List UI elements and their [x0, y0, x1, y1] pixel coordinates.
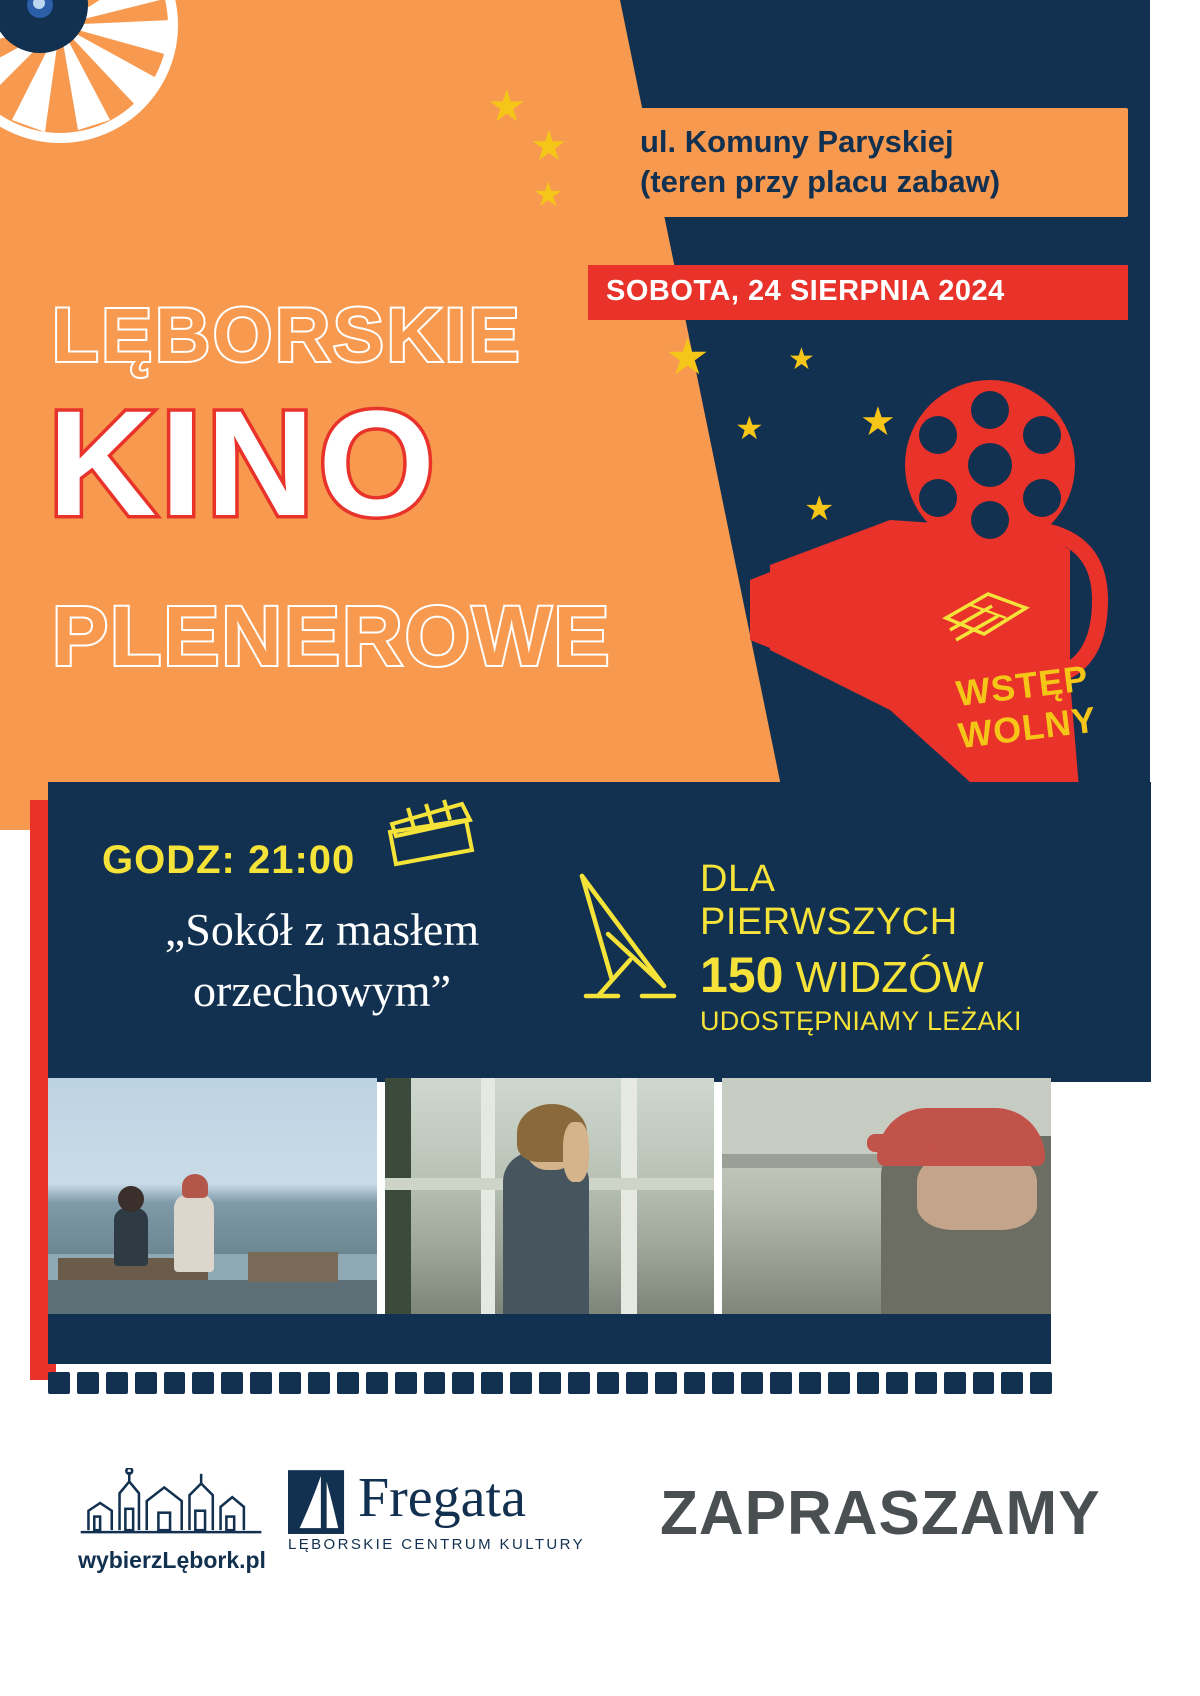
- lebork-logo: [72, 1468, 272, 1574]
- perforation-hole: [481, 1372, 503, 1394]
- fregata-logo: [288, 1467, 608, 1553]
- perforation-hole: [741, 1372, 763, 1394]
- star-icon: ★: [487, 82, 527, 131]
- perforation-hole: [655, 1372, 677, 1394]
- perforation-hole: [452, 1372, 474, 1394]
- star-icon: ★: [530, 122, 568, 169]
- clapperboard-icon: [378, 798, 478, 888]
- deckchair-icon: [568, 868, 678, 1008]
- film-stills-strip: [48, 1078, 1051, 1318]
- perforation-hole: [712, 1372, 734, 1394]
- perforation-hole: [395, 1372, 417, 1394]
- poster-title-line-2: KINO: [48, 379, 439, 547]
- perforation-hole: [77, 1372, 99, 1394]
- poster-top-section: [0, 0, 1150, 830]
- film-title: „Sokół z masłem orzechowym”: [164, 904, 480, 1016]
- perforation-hole: [1001, 1372, 1023, 1394]
- perforation-hole: [857, 1372, 879, 1394]
- star-icon: ★: [788, 343, 815, 376]
- star-icon: ★: [735, 410, 764, 446]
- promo-line-2: [700, 946, 1030, 1004]
- film-still: [48, 1078, 377, 1318]
- perforation-hole: [626, 1372, 648, 1394]
- perforation-hole: [135, 1372, 157, 1394]
- ticket-icon: [940, 590, 1032, 650]
- perforation-hole: [510, 1372, 532, 1394]
- promo-count: 150: [700, 947, 784, 1003]
- perforation-hole: [48, 1372, 70, 1394]
- perforation-hole: [308, 1372, 330, 1394]
- sun-icon: [0, 0, 230, 210]
- perforation-hole: [106, 1372, 128, 1394]
- perforation-hole: [770, 1372, 792, 1394]
- town-skyline-icon: [72, 1468, 272, 1536]
- promo-line-1: DLA PIERWSZYCH: [700, 858, 958, 943]
- perforation-hole: [539, 1372, 561, 1394]
- perforation-hole: [279, 1372, 301, 1394]
- lebork-caption: wybierzLębork.pl: [78, 1547, 266, 1573]
- star-icon: ★: [533, 176, 564, 214]
- footer: [0, 1430, 1200, 1696]
- perforation-hole: [973, 1372, 995, 1394]
- address-line-1: ul. Komuny Paryskiej: [640, 124, 954, 159]
- perforation-hole: [1030, 1372, 1052, 1394]
- perforation-hole: [915, 1372, 937, 1394]
- film-perforation-row: [48, 1372, 1052, 1394]
- perforation-hole: [568, 1372, 590, 1394]
- star-icon: ★: [665, 329, 710, 385]
- film-still: [385, 1078, 714, 1318]
- fregata-name: Fregata: [358, 1467, 526, 1529]
- promo-block: [700, 858, 1030, 1037]
- address-line-2: (teren przy placu zabaw): [640, 163, 1001, 199]
- free-entry-line-1: WSTĘP: [953, 657, 1091, 715]
- perforation-hole: [337, 1372, 359, 1394]
- perforation-hole: [944, 1372, 966, 1394]
- address-banner: [618, 108, 1128, 217]
- perforation-hole: [886, 1372, 908, 1394]
- star-icon: ★: [804, 490, 835, 528]
- perforation-hole: [164, 1372, 186, 1394]
- photo-bottom-bar: [48, 1314, 1051, 1364]
- film-still: [722, 1078, 1051, 1318]
- perforation-hole: [192, 1372, 214, 1394]
- free-entry-line-2: WOLNY: [956, 699, 1099, 757]
- poster-title-line-1: LĘBORSKIE: [52, 293, 523, 378]
- invitation-text: ZAPRASZAMY: [660, 1479, 1101, 1548]
- perforation-hole: [250, 1372, 272, 1394]
- perforation-hole: [684, 1372, 706, 1394]
- perforation-hole: [366, 1372, 388, 1394]
- promo-line-3: UDOSTĘPNIAMY LEŻAKI: [700, 1006, 1022, 1036]
- fregata-sail-icon: [288, 1470, 346, 1538]
- screening-time: GODZ: 21:00: [102, 838, 356, 882]
- perforation-hole: [799, 1372, 821, 1394]
- star-icon: ★: [860, 400, 896, 444]
- perforation-hole: [424, 1372, 446, 1394]
- promo-line-2-rest: WIDZÓW: [795, 953, 984, 1002]
- perforation-hole: [597, 1372, 619, 1394]
- fregata-subtitle: LĘBORSKIE CENTRUM KULTURY: [288, 1536, 585, 1553]
- date-banner: SOBOTA, 24 SIERPNIA 2024: [588, 265, 1128, 320]
- perforation-hole: [221, 1372, 243, 1394]
- perforation-hole: [828, 1372, 850, 1394]
- poster-title-line-3: PLENEROWE: [52, 589, 612, 683]
